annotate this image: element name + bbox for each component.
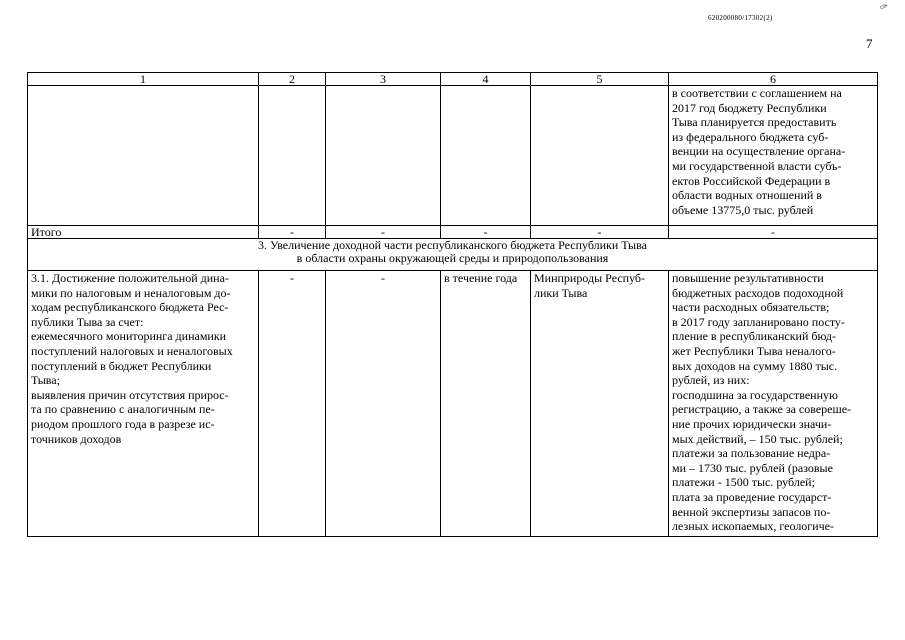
measures-table [27, 72, 878, 537]
table-cell [441, 86, 531, 226]
responsible-text: Минприроды Респуб- лики Тыва [534, 271, 646, 300]
table-row-continuation [28, 86, 878, 226]
column-header: 5 [531, 73, 669, 86]
table-cell: - [531, 226, 669, 239]
table-cell [669, 271, 878, 537]
corner-mark-icon: ✑ [878, 0, 891, 15]
table-cell: - [259, 271, 326, 537]
table-cell [326, 86, 441, 226]
deadline-cell: в течение года [441, 271, 531, 537]
table-cell [669, 86, 878, 226]
document-number: 620200080/17302(2) [708, 14, 773, 22]
column-header: 6 [669, 73, 878, 86]
table-row-section [28, 239, 878, 271]
column-header: 1 [28, 73, 259, 86]
expected-result-text: в соответствии с соглашением на 2017 год бюджету Республики Тыва планируется предоставить из федерального бюджета суб- венции на осуществление органа- ми государственной власти субъ- ектов Российской Федерации в области водных отношений в объеме 13775,0 тыс. рублей [672, 86, 846, 217]
table-cell [28, 86, 259, 226]
table-cell [531, 86, 669, 226]
section-title-cell [28, 239, 878, 271]
table-cell: - [326, 226, 441, 239]
table-cell: - [669, 226, 878, 239]
responsible-cell [531, 271, 669, 537]
table-row-total [28, 226, 878, 239]
column-header: 3 [326, 73, 441, 86]
total-label: Итого [28, 226, 259, 239]
table-cell: - [326, 271, 441, 537]
column-header: 4 [441, 73, 531, 86]
table-cell [28, 271, 259, 537]
table-cell: - [259, 226, 326, 239]
measure-text: 3.1. Достижение положительной дина- мики по налоговым и неналоговым до- ходам республиканского бюджета Рес- публики Тыва за счет: ежемесячного мониторинга динамики поступлений налоговых и неналоговых поступлений в бюджет Республики Тыва; выявления причин отсутствия прирос- та по сравнению с аналогичным пе- риодом прошлого года в разрезе ис- точников доходов [31, 271, 233, 446]
expected-result-text: повышение результативности бюджетных расходов подоходной части расходных обязательств; в 2017 году запланировано посту- пление в республиканский бюд- жет Республики Тыва неналого- вых доходов на сумму 1880 тыс. рублей, из них: господшина за государственную регистрацию, а также за совереше- ние прочих юридически значи- мых действий, – 150 тыс. рублей; платежи за пользование недра- ми – 1730 тыс. рублей (разовые платежи - 1500 тыс. рублей; плата за проведение государст- венной экспертизы запасов по- лезных ископаемых, геологиче- [672, 271, 852, 534]
table-cell [259, 86, 326, 226]
table-header-row [28, 73, 878, 86]
table-row-3-1 [28, 271, 878, 537]
table-cell: - [441, 226, 531, 239]
section-title: 3. Увеличение доходной части республиканского бюджета Республики Тыва в области охраны окружающей среды и природопользования [258, 238, 647, 265]
column-header: 2 [259, 73, 326, 86]
page-number: 7 [866, 36, 873, 51]
